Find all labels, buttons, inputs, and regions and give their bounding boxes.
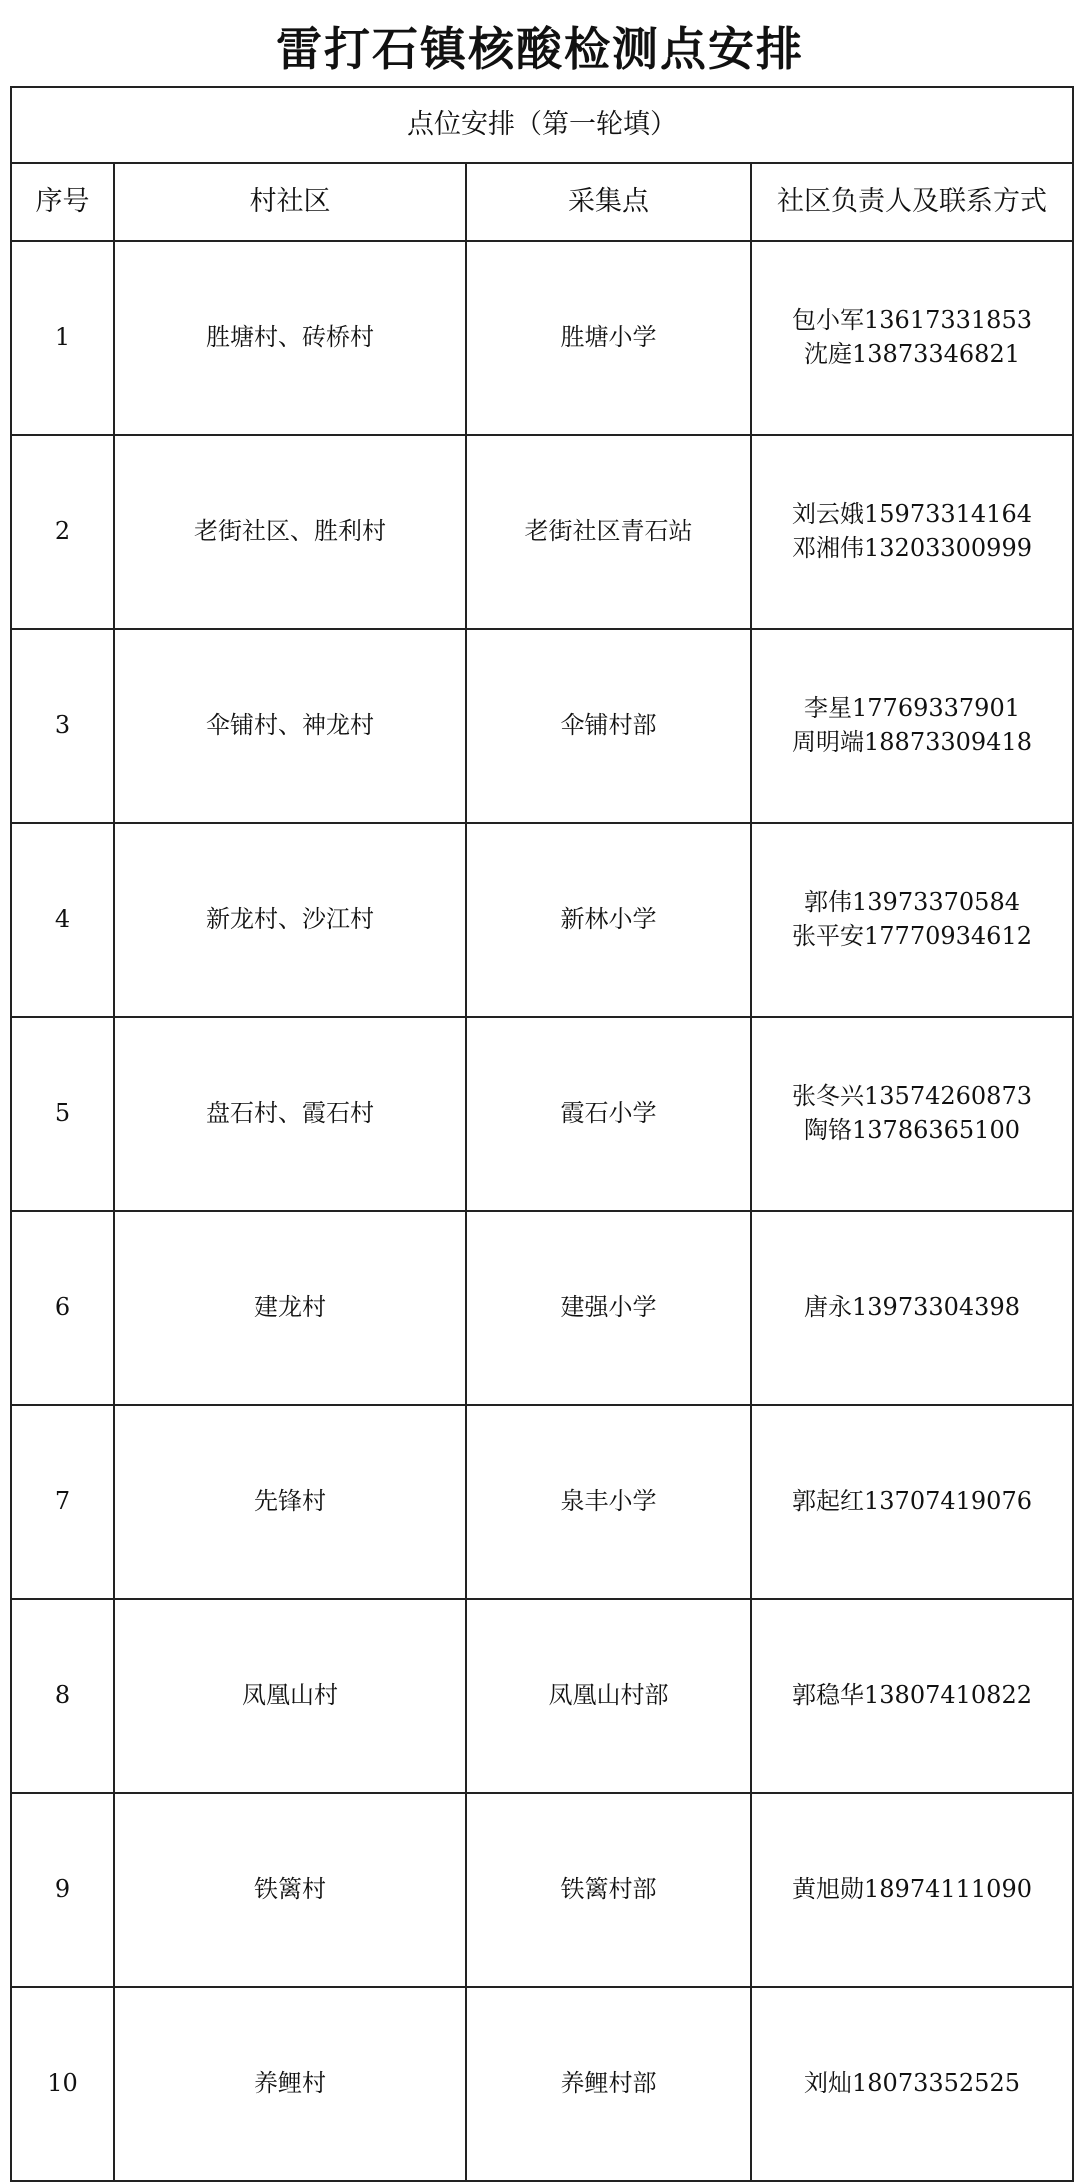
row-contacts — [751, 1793, 1073, 1987]
contact-line: 邓湘伟13203300999 — [792, 534, 1032, 562]
row-site: 养鲤村部 — [466, 1987, 751, 2181]
document-title: 雷打石镇核酸检测点安排 — [276, 22, 804, 76]
contact-line: 郭起红13707419076 — [792, 1487, 1032, 1516]
column-header-number: 序号 — [11, 163, 114, 241]
row-contacts — [751, 823, 1073, 1017]
contact-line: 沈庭13873346821 — [804, 340, 1020, 368]
table-row — [11, 1987, 1073, 2181]
row-village: 新龙村、沙江村 — [114, 823, 466, 1017]
row-contacts — [751, 241, 1073, 435]
row-number: 3 — [11, 629, 114, 823]
row-contacts — [751, 435, 1073, 629]
row-village: 养鲤村 — [114, 1987, 466, 2181]
contact-line: 郭稳华13807410822 — [792, 1681, 1032, 1710]
row-site: 建强小学 — [466, 1211, 751, 1405]
row-village: 先锋村 — [114, 1405, 466, 1599]
contact-line: 刘灿18073352525 — [804, 2069, 1020, 2098]
row-site: 老街社区青石站 — [466, 435, 751, 629]
row-contacts — [751, 1211, 1073, 1405]
row-number: 10 — [11, 1987, 114, 2181]
row-site: 霞石小学 — [466, 1017, 751, 1211]
row-number: 1 — [11, 241, 114, 435]
contact-line: 包小军13617331853 — [792, 306, 1032, 335]
row-contacts — [751, 1599, 1073, 1793]
column-header-contact: 社区负责人及联系方式 — [751, 163, 1073, 241]
contact-line: 陶铬13786365100 — [804, 1116, 1020, 1144]
row-contacts — [751, 629, 1073, 823]
row-site: 胜塘小学 — [466, 241, 751, 435]
row-village: 伞铺村、神龙村 — [114, 629, 466, 823]
row-village: 盘石村、霞石村 — [114, 1017, 466, 1211]
contact-line: 黄旭勋18974111090 — [792, 1875, 1032, 1904]
row-number: 4 — [11, 823, 114, 1017]
contact-line: 唐永13973304398 — [804, 1293, 1020, 1322]
header-row — [11, 163, 1073, 241]
row-number: 6 — [11, 1211, 114, 1405]
row-number: 8 — [11, 1599, 114, 1793]
row-site: 铁篱村部 — [466, 1793, 751, 1987]
table-row — [11, 1599, 1073, 1793]
row-number: 9 — [11, 1793, 114, 1987]
table-row — [11, 1793, 1073, 1987]
subtitle-row — [11, 87, 1073, 163]
row-site: 伞铺村部 — [466, 629, 751, 823]
contact-line: 张冬兴13574260873 — [792, 1082, 1032, 1111]
table-row — [11, 1211, 1073, 1405]
row-site: 新林小学 — [466, 823, 751, 1017]
row-village: 凤凰山村 — [114, 1599, 466, 1793]
row-village: 铁篱村 — [114, 1793, 466, 1987]
row-number: 5 — [11, 1017, 114, 1211]
table-row — [11, 1405, 1073, 1599]
contact-line: 郭伟13973370584 — [804, 888, 1020, 917]
row-site: 泉丰小学 — [466, 1405, 751, 1599]
row-village: 老街社区、胜利村 — [114, 435, 466, 629]
table-row — [11, 241, 1073, 435]
table-row — [11, 435, 1073, 629]
row-site: 凤凰山村部 — [466, 1599, 751, 1793]
row-number: 2 — [11, 435, 114, 629]
row-contacts — [751, 1017, 1073, 1211]
contact-line: 周明端18873309418 — [792, 728, 1032, 756]
row-village: 建龙村 — [114, 1211, 466, 1405]
contact-line: 张平安17770934612 — [792, 922, 1032, 950]
table-subtitle: 点位安排（第一轮填） — [11, 87, 1073, 163]
table-row — [11, 629, 1073, 823]
table-row — [11, 1017, 1073, 1211]
contact-line: 刘云娥15973314164 — [792, 500, 1032, 529]
row-contacts — [751, 1987, 1073, 2181]
row-contacts — [751, 1405, 1073, 1599]
contact-line: 李星17769337901 — [804, 694, 1020, 723]
column-header-village: 村社区 — [114, 163, 466, 241]
schedule-table — [10, 86, 1074, 2182]
table-row — [11, 823, 1073, 1017]
row-number: 7 — [11, 1405, 114, 1599]
row-village: 胜塘村、砖桥村 — [114, 241, 466, 435]
column-header-site: 采集点 — [466, 163, 751, 241]
